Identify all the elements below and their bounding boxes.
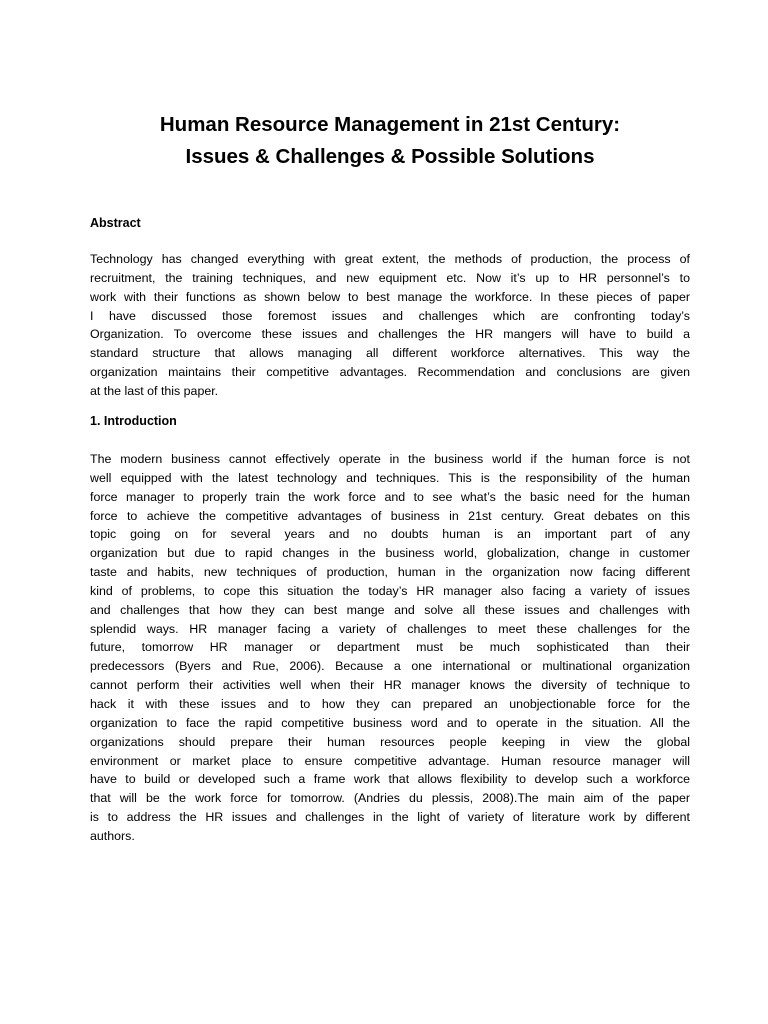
text-line: force manager to properly train the work force and to see what’s the basic need for the human bbox=[90, 489, 690, 504]
text-line: future, tomorrow HR manager or department must be much sophisticated than their bbox=[90, 640, 690, 655]
text-line: Technology has changed everything with great extent, the methods of production, the process of bbox=[90, 252, 690, 266]
text-line: splendid ways. HR manager facing a variety of challenges to meet these challenges for the bbox=[90, 621, 690, 636]
text-line: taste and habits, new techniques of production, human in the organization now facing different bbox=[90, 565, 690, 580]
text-line: organization but due to rapid changes in the business world, globalization, change in customer bbox=[90, 546, 690, 561]
text-line: predecessors (Byers and Rue, 2006). Because a one international or multinational organization bbox=[90, 659, 690, 674]
text-line: organization to face the rapid competitive business word and to operate in the situation. All the bbox=[90, 715, 690, 730]
text-line: at the last of this paper. bbox=[90, 383, 219, 398]
text-line: organization maintains their competitive advantages. Recommendation and conclusions are given bbox=[90, 365, 690, 380]
text-line: standard structure that allows managing all different workforce alternatives. This way the bbox=[90, 346, 690, 361]
text-line: and challenges that how they can best mange and solve all these issues and challenges with bbox=[90, 602, 690, 617]
text-line: recruitment, the training techniques, and new equipment etc. Now it’s up to HR personnel’s to bbox=[90, 270, 690, 285]
text-line: kind of problems, to cope this situation the today’s HR manager also facing a variety of issues bbox=[90, 583, 690, 598]
abstract-paragraph bbox=[90, 250, 690, 401]
title-line: Issues & Challenges & Possible Solutions bbox=[185, 144, 595, 168]
text-line: that will be the work force for tomorrow. (Andries du plessis, 2008).The main aim of the paper bbox=[90, 791, 690, 806]
text-line: well equipped with the latest technology and techniques. This is the responsibility of the human bbox=[90, 470, 690, 485]
text-line: topic going on for several years and no doubts human is an important part of any bbox=[90, 527, 690, 542]
text-line: hack it with these issues and to how they can prepared an unobjectionable force for the bbox=[90, 696, 690, 711]
text-line: authors. bbox=[90, 828, 135, 843]
abstract-heading: Abstract bbox=[90, 216, 141, 230]
paper-title bbox=[90, 109, 690, 173]
text-line: work with their functions as shown below to best manage the workforce. In these pieces of paper bbox=[90, 289, 690, 304]
text-line: force to achieve the competitive advantages of business in 21st century. Great debates on this bbox=[90, 508, 690, 523]
text-line: organizations should prepare their human resources people keeping in view the global bbox=[90, 734, 690, 749]
title-line: Human Resource Management in 21st Century: bbox=[159, 112, 621, 136]
text-line: cannot perform their activities well when their HR manager knows the diversity of technique to bbox=[90, 678, 690, 693]
text-line: I have discussed those foremost issues and challenges which are confronting today’s bbox=[90, 308, 690, 323]
text-line: Organization. To overcome these issues and challenges the HR mangers will have to build a bbox=[90, 327, 690, 342]
text-line: The modern business cannot effectively operate in the business world if the human force is not bbox=[90, 452, 690, 466]
text-line: is to address the HR issues and challenges in the light of variety of literature work by different bbox=[90, 810, 690, 825]
text-line: have to build or developed such a frame work that allows flexibility to develop such a workforce bbox=[90, 772, 690, 787]
text-line: environment or market place to ensure competitive advantage. Human resource manager will bbox=[90, 753, 690, 768]
introduction-paragraph bbox=[90, 450, 690, 846]
introduction-heading: 1. Introduction bbox=[90, 414, 177, 428]
